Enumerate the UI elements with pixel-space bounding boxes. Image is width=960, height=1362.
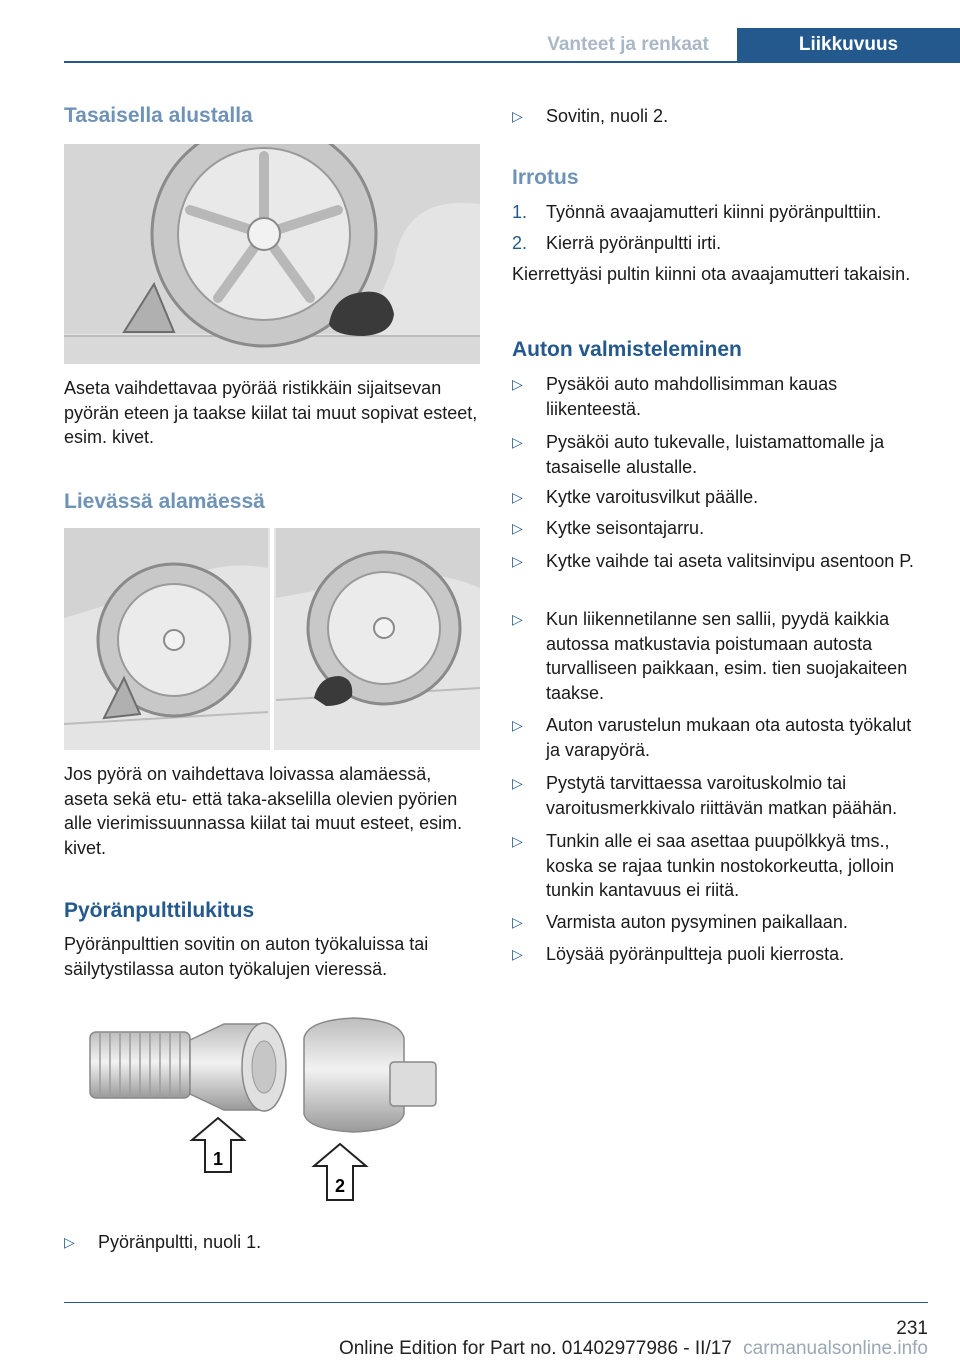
- heading-flat-ground: Tasaisella alustalla: [64, 104, 253, 127]
- page-number: 231: [896, 1318, 928, 1339]
- triangle-bullet-icon: ▷: [512, 108, 523, 124]
- list-item: [512, 372, 928, 421]
- list-item: [512, 549, 928, 574]
- heading-removal: Irrotus: [512, 166, 579, 189]
- heading-slight-slope: Lievässä alamäessä: [64, 490, 265, 513]
- triangle-bullet-icon: ▷: [512, 489, 523, 505]
- triangle-bullet-icon: ▷: [512, 914, 523, 930]
- triangle-bullet-icon: ▷: [512, 434, 523, 450]
- list-item-text: Varmista auton pysyminen paikallaan.: [546, 912, 848, 932]
- list-item: [512, 942, 928, 967]
- heading-wheel-lock: Pyöränpulttilukitus: [64, 899, 255, 922]
- header-rule: [64, 61, 960, 63]
- paragraph-flat-ground: Aseta vaihdettavaa pyörää ristikkäin sijaitsevan pyörän eteen ja taakse kiilat tai muut sopivat esteet, esim. kivet.: [64, 378, 478, 447]
- list-item-text: Auton varustelun mukaan ota autosta työkalut ja varapyörä.: [546, 715, 912, 760]
- list-item-text: Pyöränpultti, nuoli 1.: [98, 1232, 262, 1252]
- figure-slight-slope: [64, 528, 480, 750]
- edition-text: Online Edition for Part no. 01402977986 - II/17: [338, 1338, 732, 1359]
- page-header: [0, 28, 960, 62]
- list-item: [64, 1230, 480, 1255]
- numbered-step: [512, 200, 928, 225]
- step-text: Kierrä pyöränpultti irti.: [546, 233, 722, 253]
- list-item: [512, 607, 928, 705]
- figure-wheel-lock: [64, 1010, 480, 1210]
- list-item: [512, 516, 928, 541]
- triangle-bullet-icon: ▷: [512, 520, 523, 536]
- list-item: [512, 104, 928, 129]
- list-item: [512, 771, 928, 820]
- paragraph-wheel-lock: Pyöränpulttien sovitin on auton työkaluissa tai säilytystilassa auton työkalujen vieressä.: [64, 934, 429, 979]
- list-item-text: Kytke seisontajarru.: [546, 518, 705, 538]
- list-item-text: Tunkin alle ei saa asettaa puupölkkyä tms., koska se rajaa tunkin nostokorkeutta, jolloin tunkin kantavuus ei riitä.: [546, 831, 895, 900]
- wheel-chocks-illustration: [64, 144, 480, 364]
- paragraph-slight-slope: Jos pyörä on vaihdettava loivassa alamäessä, aseta sekä etu- että taka-akselilla olevien pyörien alle vierimissuunnassa kiilat tai muut esteet, esim. kivet.: [64, 764, 463, 858]
- header-chapter-tab: Liikkuvuus: [737, 28, 960, 62]
- figure-label-2: 2: [334, 1176, 346, 1196]
- wheel-bolt-and-adapter-illustration: [64, 1010, 480, 1210]
- list-item-text: Kytke vaihde tai aseta valitsinvipu asentoon P.: [546, 551, 914, 571]
- list-item-text: Pysäköi auto mahdollisimman kauas liikenteestä.: [546, 374, 838, 419]
- figure-flat-ground: [64, 144, 480, 364]
- list-item: [512, 430, 928, 479]
- triangle-bullet-icon: ▷: [512, 946, 523, 962]
- figure-label-1: 1: [212, 1149, 224, 1169]
- triangle-bullet-icon: ▷: [512, 717, 523, 733]
- list-item-text: Kun liikennetilanne sen sallii, pyydä kaikkia autossa matkustavia poistumaan autosta turvalliseen paikkaan, esim. tien suojakaiteen taakse.: [546, 609, 908, 703]
- list-item-text: Pysäköi auto tukevalle, luistamattomalle ja tasaiselle alustalle.: [546, 432, 885, 477]
- step-text: Työnnä avaajamutteri kiinni pyöränpulttiin.: [546, 202, 882, 222]
- step-number: 2.: [512, 233, 528, 253]
- slope-chocks-illustration: [64, 528, 480, 750]
- paragraph-removal: Kierrettyäsi pultin kiinni ota avaajamutteri takaisin.: [512, 264, 911, 284]
- numbered-step: [512, 231, 928, 256]
- triangle-bullet-icon: ▷: [512, 553, 523, 569]
- list-item-text: Sovitin, nuoli 2.: [546, 106, 669, 126]
- triangle-bullet-icon: ▷: [512, 376, 523, 392]
- watermark-text: carmanualsonline.info: [743, 1338, 928, 1359]
- step-number: 1.: [512, 202, 528, 222]
- list-item: [512, 829, 928, 903]
- edition-note: [300, 1338, 928, 1360]
- list-item: [512, 485, 928, 510]
- triangle-bullet-icon: ▷: [512, 611, 523, 627]
- list-item-text: Löysää pyöränpultteja puoli kierrosta.: [546, 944, 845, 964]
- list-item: [512, 910, 928, 935]
- list-item-text: Kytke varoitusvilkut päälle.: [546, 487, 759, 507]
- triangle-bullet-icon: ▷: [64, 1234, 75, 1250]
- triangle-bullet-icon: ▷: [512, 775, 523, 791]
- footer-rule: [64, 1302, 928, 1303]
- header-section-title: Vanteet ja renkaat: [547, 34, 709, 55]
- list-item: [512, 713, 928, 762]
- triangle-bullet-icon: ▷: [512, 833, 523, 849]
- heading-vehicle-preparation: Auton valmisteleminen: [512, 338, 742, 361]
- list-item-text: Pystytä tarvittaessa varoituskolmio tai varoitusmerkkivalo riittävän matkan päähän.: [546, 773, 898, 818]
